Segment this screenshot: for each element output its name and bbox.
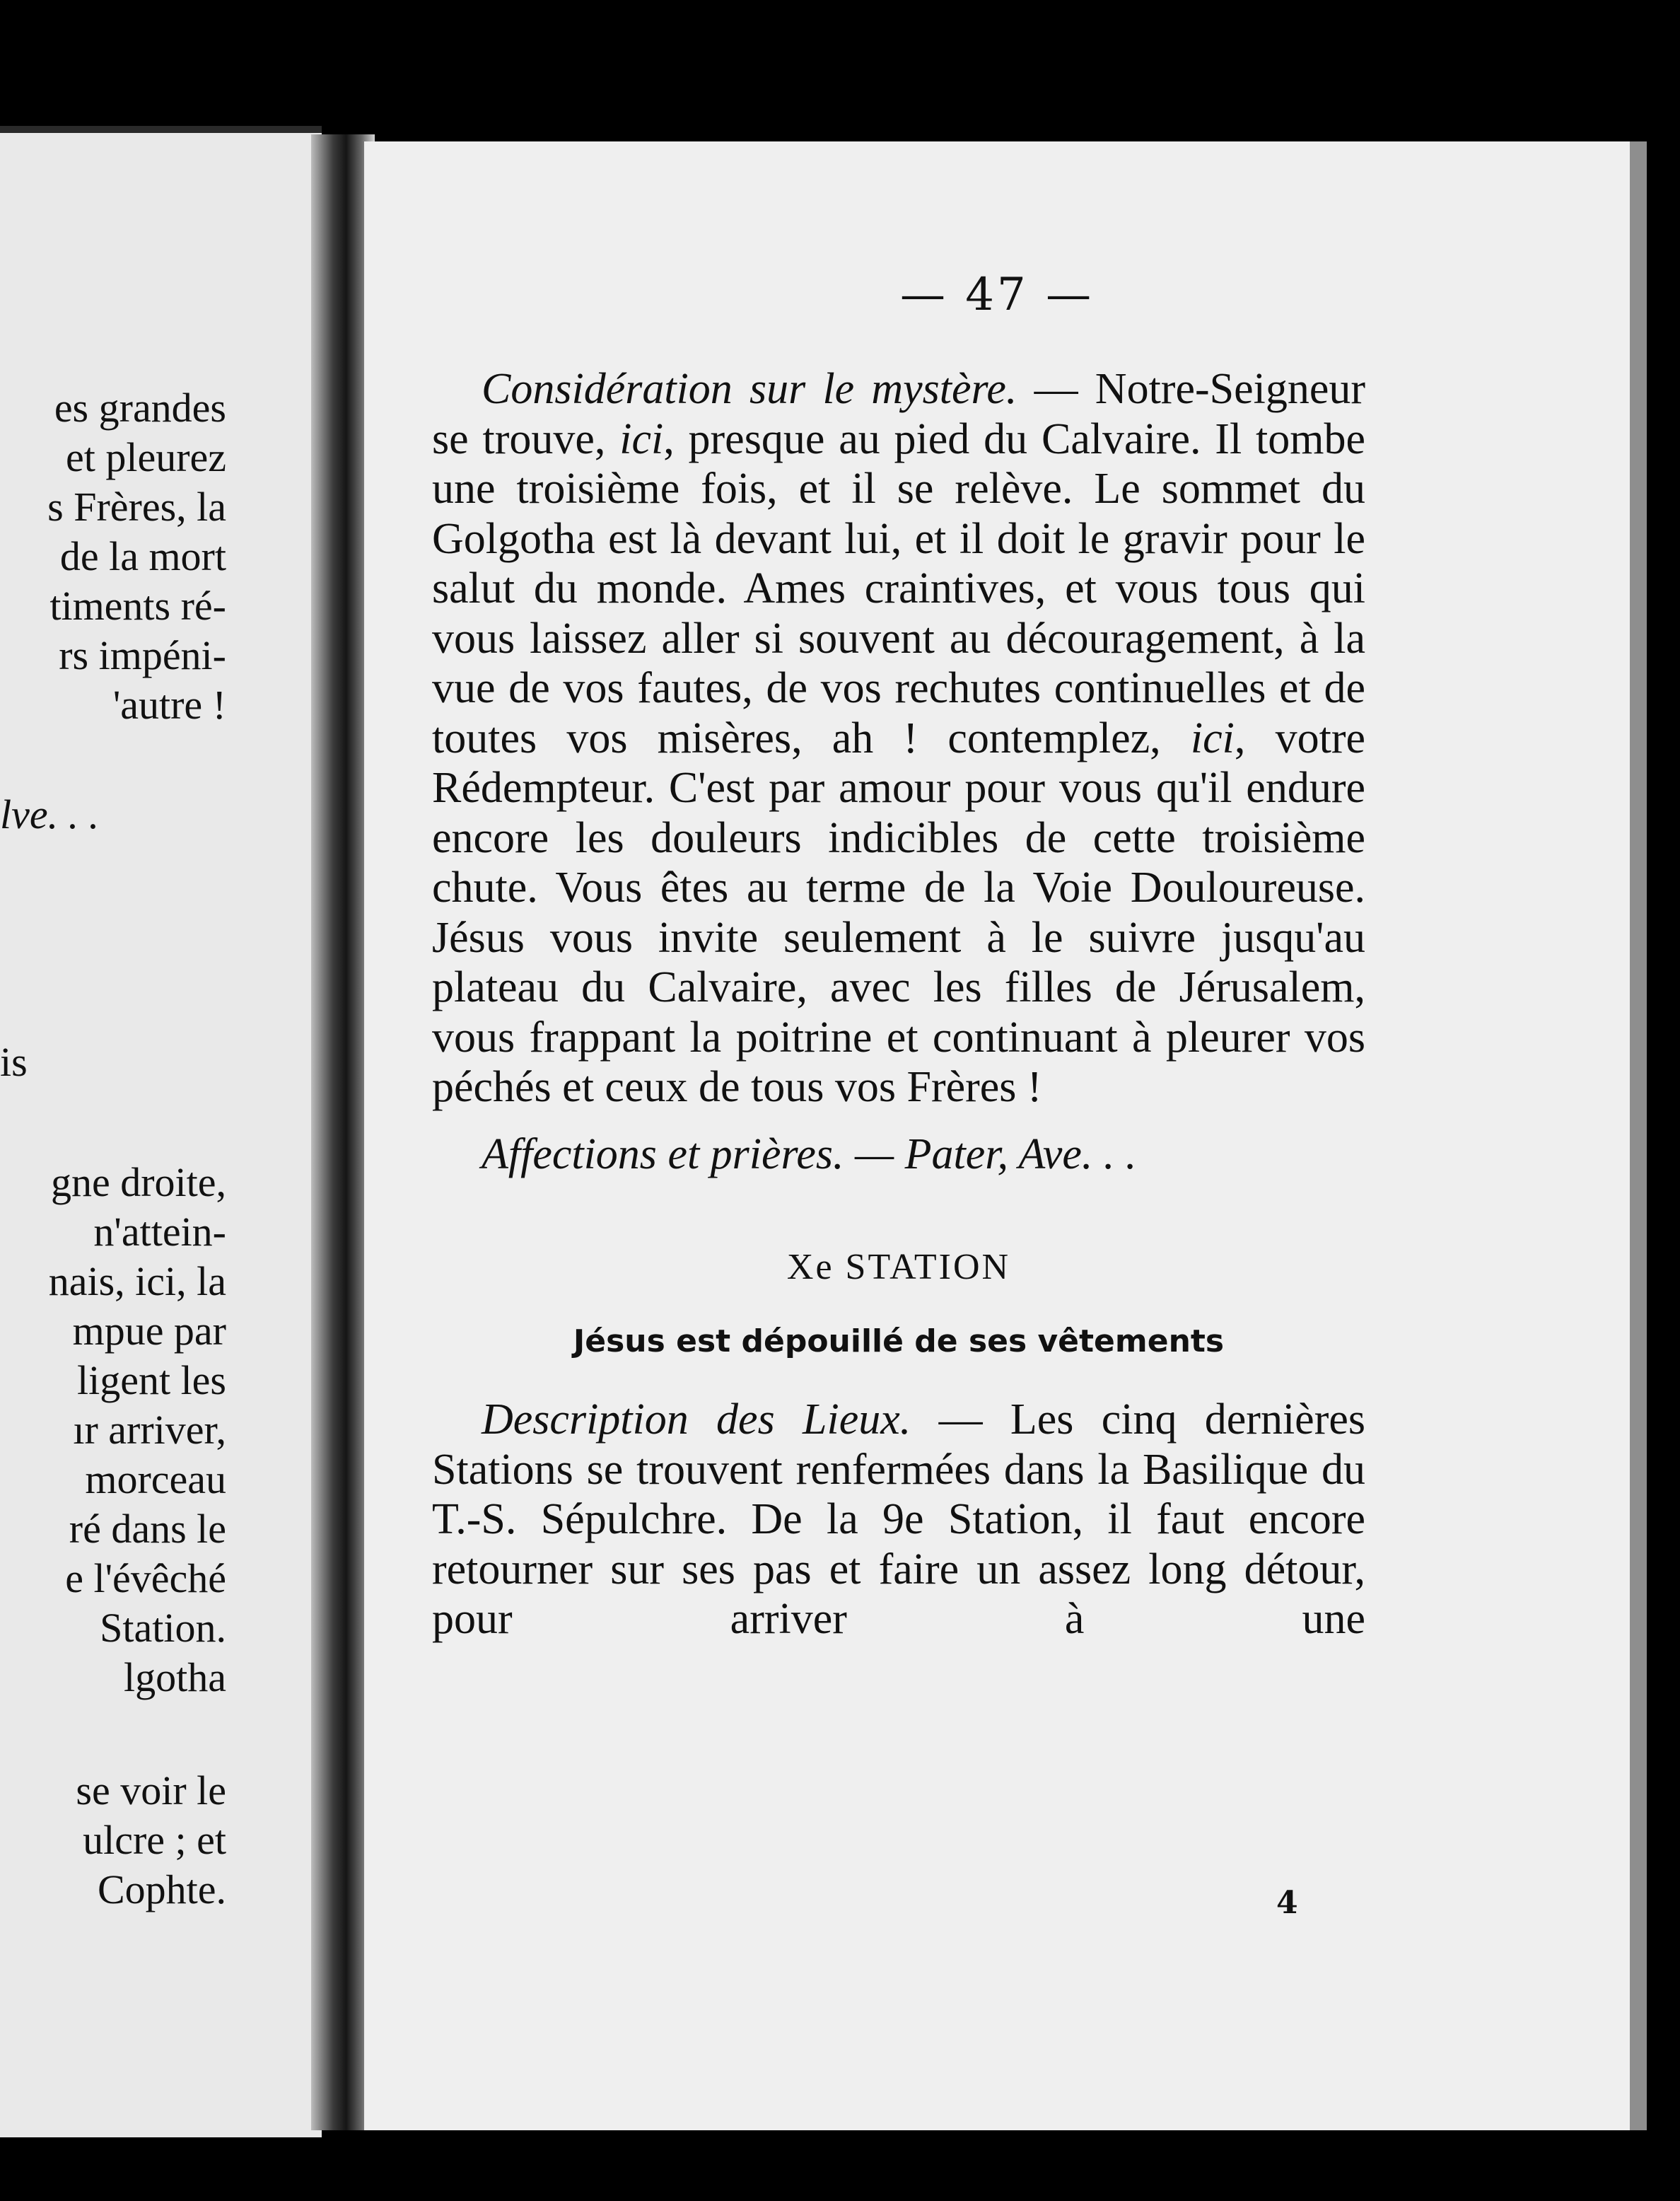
left-page-line: ré dans le xyxy=(69,1506,226,1552)
station-heading: Xe STATION xyxy=(786,1247,1011,1287)
left-page-fragment-line: is xyxy=(0,1039,28,1085)
signature-mark: 4 xyxy=(1276,1885,1298,1921)
left-page-line: et pleurez xyxy=(65,434,226,480)
left-page-line: ır arriver, xyxy=(73,1407,226,1453)
description-text: — Les cinq dernières Stations se trouvent renfermées dans la Basilique du T.-S. Sépulchre. De la 9e Station, il faut encore retourner sur ses pas et faire un assez long détour, pour arriver à une xyxy=(432,1395,1365,1643)
right-page xyxy=(364,141,1647,2130)
left-page-line: lgotha xyxy=(124,1654,226,1700)
consideration-paragraph xyxy=(432,364,1365,1113)
affections-label: Affections et prières. xyxy=(482,1129,844,1178)
left-page-line: de la mort xyxy=(59,533,226,579)
left-page-line: rs impéni- xyxy=(59,632,226,678)
left-page-fragment xyxy=(0,126,322,2137)
left-page-line: mpue par xyxy=(72,1308,226,1354)
left-page-line: se voir le xyxy=(76,1767,226,1813)
left-page-line: 'autre ! xyxy=(112,682,226,728)
left-page-line: Cophte. xyxy=(97,1866,226,1912)
left-page-line: Station. xyxy=(100,1605,226,1651)
description-label: Description des Lieux. xyxy=(482,1395,911,1444)
left-page-line: morceau xyxy=(85,1456,226,1502)
page-body xyxy=(432,364,1365,1644)
description-paragraph xyxy=(432,1395,1365,1644)
left-page-line: timents ré- xyxy=(49,583,226,629)
consideration-text-3: , votre Rédempteur. C'est par amour pour vous qu'il endure encore les douleurs indicibles de cette troisième chute. Vous êtes au terme de la Voie Douloureuse. Jésus vous invite seulement à le suivre jusqu'au plateau du Calvaire, avec les filles de Jérusalem, vous frappant la poitrine et continuant à pleurer vos péchés et ceux de tous vos Frères ! xyxy=(432,714,1365,1111)
affections-text: — Pater, Ave. . . xyxy=(844,1129,1137,1178)
consideration-text: — Notre-Seigneur se trouve, xyxy=(432,365,1365,463)
left-page-line: es grandes xyxy=(54,385,226,431)
consideration-label: Considération sur le mystère. xyxy=(482,365,1017,413)
left-page-line: s Frères, la xyxy=(47,484,226,530)
ici-emphasis: ici xyxy=(619,414,664,463)
left-page-line: gne droite, xyxy=(50,1159,226,1205)
left-page-line: e l'évêché xyxy=(65,1555,226,1601)
left-page-line: n'attein- xyxy=(93,1209,226,1255)
consideration-text-2: , presque au pied du Calvaire. Il tombe une troisième fois, et il se relève. Le sommet du Golgotha est là devant lui, et il doit le gravir pour le salut du monde. Ames craintives, et vous tous qui vous laissez aller si souvent au découragement, à la vue de vos fautes, de vos rechutes continuelles et de toutes vos misères, ah ! contemplez, xyxy=(432,414,1365,762)
page-number: — 47 — xyxy=(899,269,1095,321)
station-subtitle: Jésus est dépouillé de ses vêtements xyxy=(573,1323,1225,1359)
left-page-line: ligent les xyxy=(76,1357,226,1403)
left-page-line: nais, ici, la xyxy=(48,1258,226,1304)
ici-emphasis: ici xyxy=(1190,714,1235,762)
left-page-line: ulcre ; et xyxy=(83,1817,226,1863)
left-page-ave-line: lve. . . xyxy=(0,791,100,837)
affections-paragraph xyxy=(432,1129,1365,1180)
